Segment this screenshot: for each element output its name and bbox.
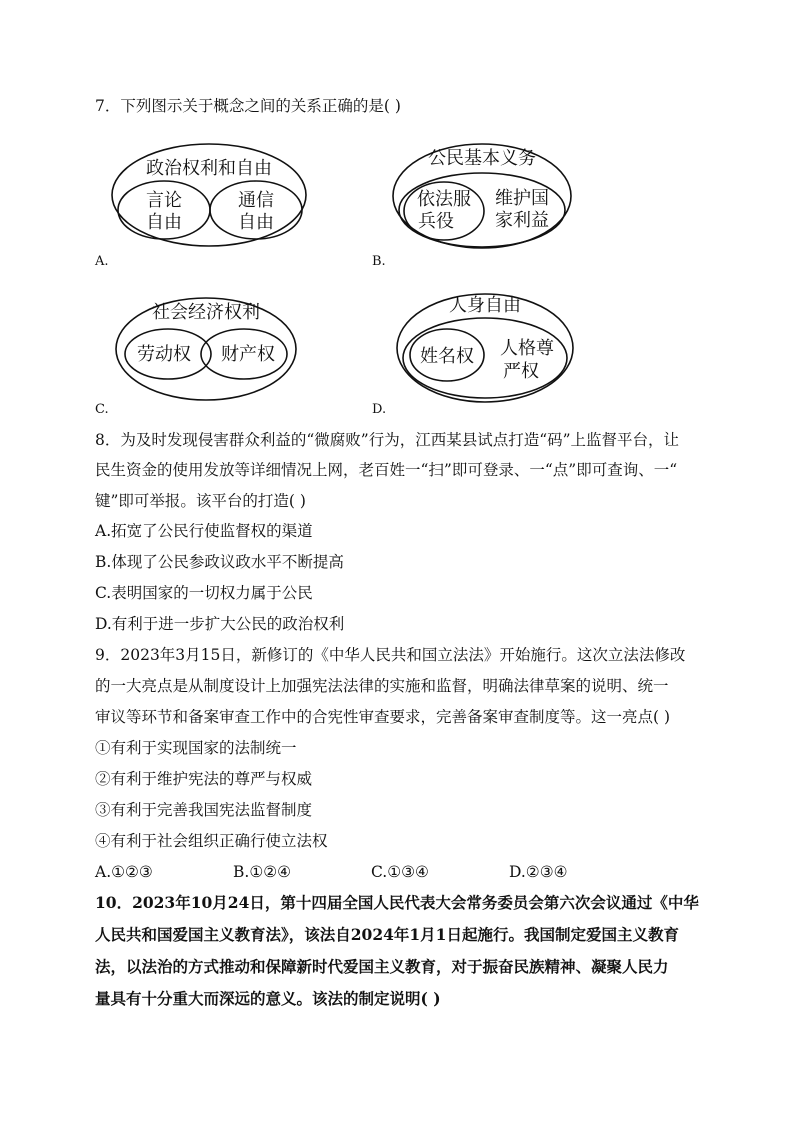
inner-right-line1: 通信 [238, 190, 274, 211]
question-9-stem-line1: 9．2023年3月15日，新修订的《中华人民共和国立法法》开始施行。这次立法法修改 [95, 646, 686, 664]
inner-line1: 依法服 [417, 189, 471, 210]
inner-left-line2: 自由 [146, 212, 182, 233]
inner-left-line1: 言论 [146, 190, 182, 211]
q9-choice-a: A.①②③ [95, 863, 153, 881]
inner-right-line2: 自由 [238, 212, 274, 233]
question-10-stem-line1: 10．2023年10月24日，第十四届全国人民代表大会常务委员会第六次会议通过《中华 [95, 893, 699, 912]
q9-item-1: ①有利于实现国家的法制统一 [95, 739, 297, 757]
q9-item-3: ③有利于完善我国宪法监督制度 [95, 801, 313, 819]
inner-left-label: 劳动权 [137, 344, 191, 365]
middle-line1: 维护国 [495, 188, 549, 209]
q8-option-c: C.表明国家的一切权力属于公民 [95, 584, 313, 602]
outer-label: 政治权利和自由 [146, 158, 272, 179]
option-b-label: B. [372, 254, 386, 269]
diagram-c [112, 294, 302, 406]
middle-line2: 严权 [503, 361, 539, 382]
question-8-stem-line1: 8．为及时发现侵害群众利益的“微腐败”行为，江西某县试点打造“码”上监督平台，让 [95, 431, 680, 449]
option-c-label: C. [95, 402, 109, 417]
q9-choice-d: D.②③④ [509, 863, 568, 881]
question-9-stem-line2: 的一大亮点是从制度设计上加强宪法法律的实施和监督，明确法律草案的说明、统一 [95, 677, 669, 695]
diagram-d [393, 290, 583, 406]
question-8-stem-line2: 民生资金的使用发放等详细情况上网，老百姓一“扫”即可登录、一“点”即可查询、一“ [95, 461, 678, 479]
option-d-label: D. [372, 402, 387, 417]
outer-label: 人身自由 [449, 295, 521, 316]
question-7-stem: 7．下列图示关于概念之间的关系正确的是( ) [95, 97, 401, 115]
q8-option-d: D.有利于进一步扩大公民的政治权利 [95, 615, 345, 633]
q9-item-2: ②有利于维护宪法的尊严与权威 [95, 770, 313, 788]
q8-option-b: B.体现了公民参政议政水平不断提高 [95, 553, 344, 571]
q9-choice-c: C.①③④ [371, 863, 429, 881]
question-8-stem-line3: 键”即可举报。该平台的打造( ) [95, 492, 306, 510]
q9-choice-b: B.①②④ [233, 863, 292, 881]
question-10-stem-line4: 量具有十分重大而深远的意义。该法的制定说明( ) [95, 989, 441, 1008]
q8-option-a: A.拓宽了公民行使监督权的渠道 [95, 522, 313, 540]
inner-line2: 兵役 [418, 211, 454, 232]
question-9-stem-line3: 审议等环节和备案审查工作中的合宪性审查要求，完善备案审查制度等。这一亮点( ) [95, 708, 671, 726]
diagram-a [106, 140, 316, 252]
inner-label: 姓名权 [420, 346, 474, 367]
outer-label: 公民基本义务 [428, 148, 536, 169]
diagram-b [390, 138, 580, 250]
question-10-stem-line3: 法，以法治的方式推动和保障新时代爱国主义教育，对于振奋民族精神、凝聚人民力 [95, 957, 669, 976]
option-a-label: A. [95, 254, 109, 269]
question-10-stem-line2: 人民共和国爱国主义教育法》，该法自2024年1月1日起施行。我国制定爱国主义教育 [95, 925, 679, 944]
q9-item-4: ④有利于社会组织正确行使立法权 [95, 832, 328, 850]
outer-label: 社会经济权利 [152, 302, 260, 323]
inner-right-label: 财产权 [221, 344, 275, 365]
middle-line2: 家利益 [495, 210, 549, 231]
middle-line1: 人格尊 [500, 338, 554, 359]
